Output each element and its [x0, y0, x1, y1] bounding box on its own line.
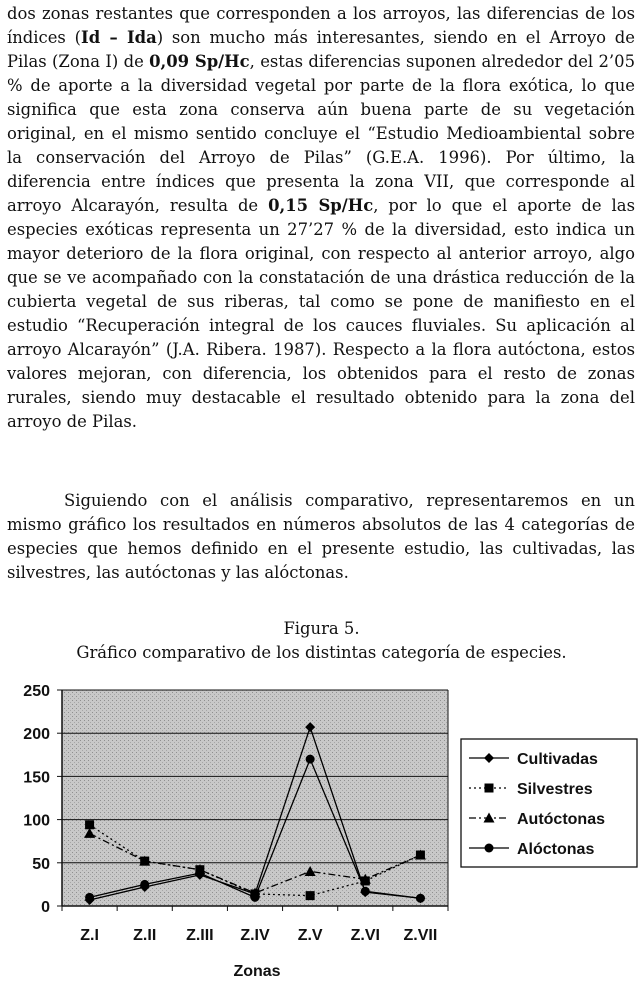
- data-point-aloctonas: [251, 893, 260, 902]
- data-point-aloctonas: [140, 880, 149, 889]
- legend-label-autoctonas: Autóctonas: [517, 811, 605, 828]
- x-tick-label: Z.VII: [403, 927, 438, 944]
- data-point-aloctonas: [85, 893, 94, 902]
- y-tick-label: 50: [32, 855, 50, 873]
- y-tick-label: 250: [23, 683, 50, 700]
- x-tick-label: Z.II: [133, 927, 157, 944]
- x-tick-label: Z.I: [80, 927, 99, 944]
- paragraph-2: Siguiendo con el análisis comparativo, representaremos en un mismo gráfico los resultados en números absolutos de las 4 categorías de especies que hemos definido en el presente estudio, las cultivadas, las silvestres, las autóctonas y las alóctonas.: [7, 491, 635, 582]
- x-tick-label: Z.VI: [350, 927, 380, 944]
- y-tick-label: 0: [41, 899, 50, 916]
- legend-label-cultivadas: Cultivadas: [517, 751, 598, 768]
- p1-text-3: , estas diferencias suponen alrededor del 2’05 % de aporte a la diversidad vegetal por parte de la flora exótica, lo que significa que esta zona conserva aún buena parte de su vegetación original, en el mismo sentido concluye el “Estudio Medioambiental sobre la conservación del Arroyo de Pilas” (G.E.A. 1996). Por último, la diferencia entre índices que presenta la zona VII, que corresponde al arroyo Alcarayón, resulta de: [7, 52, 635, 215]
- y-tick-label: 150: [23, 769, 50, 787]
- data-point-aloctonas: [306, 755, 315, 764]
- p1-bold-2: 0,09 Sp/Hc: [149, 52, 250, 71]
- y-tick-label: 100: [23, 812, 50, 830]
- data-point-aloctonas: [361, 887, 370, 896]
- legend-marker-aloctonas: [485, 844, 494, 853]
- legend-marker-silvestres: [485, 784, 494, 793]
- x-axis-label: Zonas: [233, 963, 281, 980]
- figure-label: Figura 5.: [283, 619, 360, 638]
- legend-label-aloctonas: Alóctonas: [517, 841, 595, 858]
- p1-bold-1: Id – Ida: [81, 28, 157, 47]
- x-tick-label: Z.V: [297, 927, 323, 944]
- y-tick-label: 200: [23, 726, 50, 744]
- x-tick-label: Z.IV: [240, 927, 270, 944]
- data-point-aloctonas: [416, 894, 425, 903]
- p1-text-4: , por lo que el aporte de las especies exóticas representa un 27’27 % de la diversidad, esto indica un mayor deterioro de la flora original, con respecto al anterior arroyo, algo que se ve acompañado con la constatación de una drástica reducción de la cubierta vegetal de sus riberas, tal como se pone de manifiesto en el estudio “Recuperación integral de los cauces fluviales. Su aplicación al arroyo Alcarayón” (J.A. Ribera. 1987). Respecto a la flora autóctona, estos valores mejoran, con diferencia, los obtenidos para el resto de zonas rurales, siendo muy destacable el resultado obtenido para la zona del arroyo de Pilas.: [7, 196, 635, 431]
- figure-title: Gráfico comparativo de los distintas categoría de especies.: [76, 643, 567, 662]
- legend-label-silvestres: Silvestres: [517, 781, 593, 798]
- p1-text-2: ) son mucho más interesantes, siendo en el Arroyo de Pilas (Zona I) de: [7, 28, 636, 71]
- line-chart: [0, 676, 643, 989]
- x-tick-label: Z.III: [186, 927, 214, 944]
- p1-bold-3: 0,15 Sp/Hc: [268, 196, 374, 215]
- p1-text-1: dos zonas restantes que corresponden a los arroyos, las diferencias de los índices (: [7, 4, 635, 47]
- plot-area: [62, 690, 448, 906]
- data-point-silvestres: [306, 891, 315, 900]
- paragraph-1: [7, 2, 635, 434]
- data-point-aloctonas: [195, 869, 204, 878]
